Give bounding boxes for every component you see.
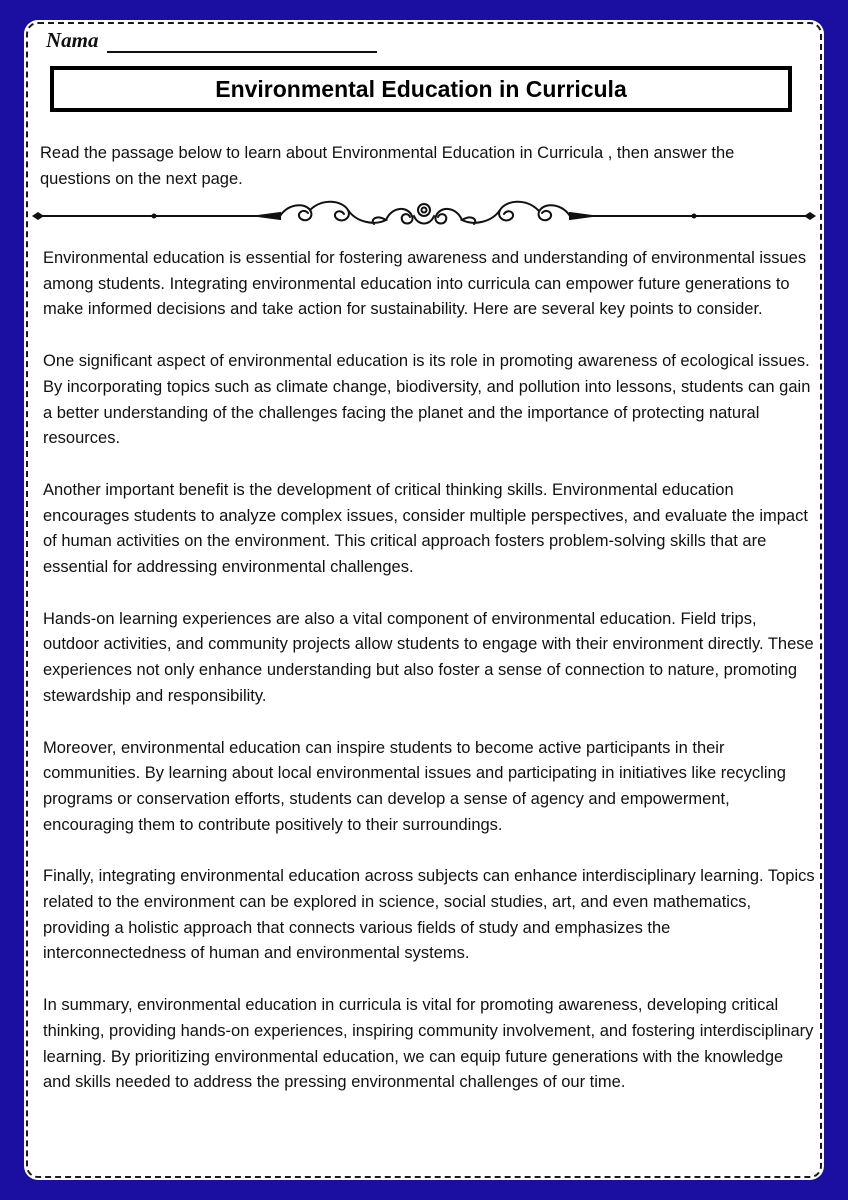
passage-paragraph: One significant aspect of environmental education is its role in promoting awareness of ecological issues. By incorporating topics such as climate change, biodiversity, and pollution into lessons, students can gain a better understanding of the challenges facing the planet and the importance of protecting natural resources. <box>43 352 811 448</box>
ornamental-divider-icon <box>30 196 818 240</box>
passage-paragraph: Hands-on learning experiences are also a vital component of environmental education. Field trips, outdoor activities, and community projects allow students to engage with their environment directly. These experiences not only enhance understanding but also foster a sense of connection to nature, promoting stewardship and responsibility. <box>43 609 814 705</box>
passage-paragraph: Another important benefit is the development of critical thinking skills. Environmental education encourages students to analyze complex issues, consider multiple perspectives, and evaluate the impact of human activities on the environment. This critical approach fosters problem-solving skills that are essential for addressing environmental challenges. <box>43 480 808 577</box>
passage-paragraph: Finally, integrating environmental education across subjects can enhance interdisciplinary learning. Topics related to the environment can be explored in science, social studies, art, and even mathematics, providing a holistic approach that connects various fields of study and emphasizes the interconnectedness of human and environmental systems. <box>43 867 815 963</box>
worksheet-page <box>24 20 824 1180</box>
passage-paragraph: Moreover, environmental education can inspire students to become active participants in their communities. By learning about local environmental issues and participating in initiatives like recycling programs or conservation efforts, students can develop a sense of agency and empowerment, encouraging them to contribute positively to their surroundings. <box>43 738 786 834</box>
title-box <box>50 66 792 112</box>
page-title: Environmental Education in Curricula <box>215 75 627 102</box>
name-label: Nama <box>46 28 99 52</box>
intro-text: Read the passage below to learn about Environmental Education in Curricula , then answer the questions on the next page. <box>40 144 735 188</box>
name-field <box>46 28 377 53</box>
reading-passage <box>43 246 815 1122</box>
name-blank-line[interactable] <box>107 29 377 53</box>
passage-paragraph: In summary, environmental education in curricula is vital for promoting awareness, developing critical thinking, providing hands-on experiences, inspiring community involvement, and fostering interdisciplinary learning. By prioritizing environmental education, we can equip future generations with the knowledge and skills needed to address the pressing environmental challenges of our time. <box>43 996 814 1092</box>
passage-paragraph: Environmental education is essential for fostering awareness and understanding of environmental issues among students. Integrating environmental education into curricula can empower future generations to make informed decisions and take action for sustainability. Here are several key points to consider. <box>43 249 807 319</box>
